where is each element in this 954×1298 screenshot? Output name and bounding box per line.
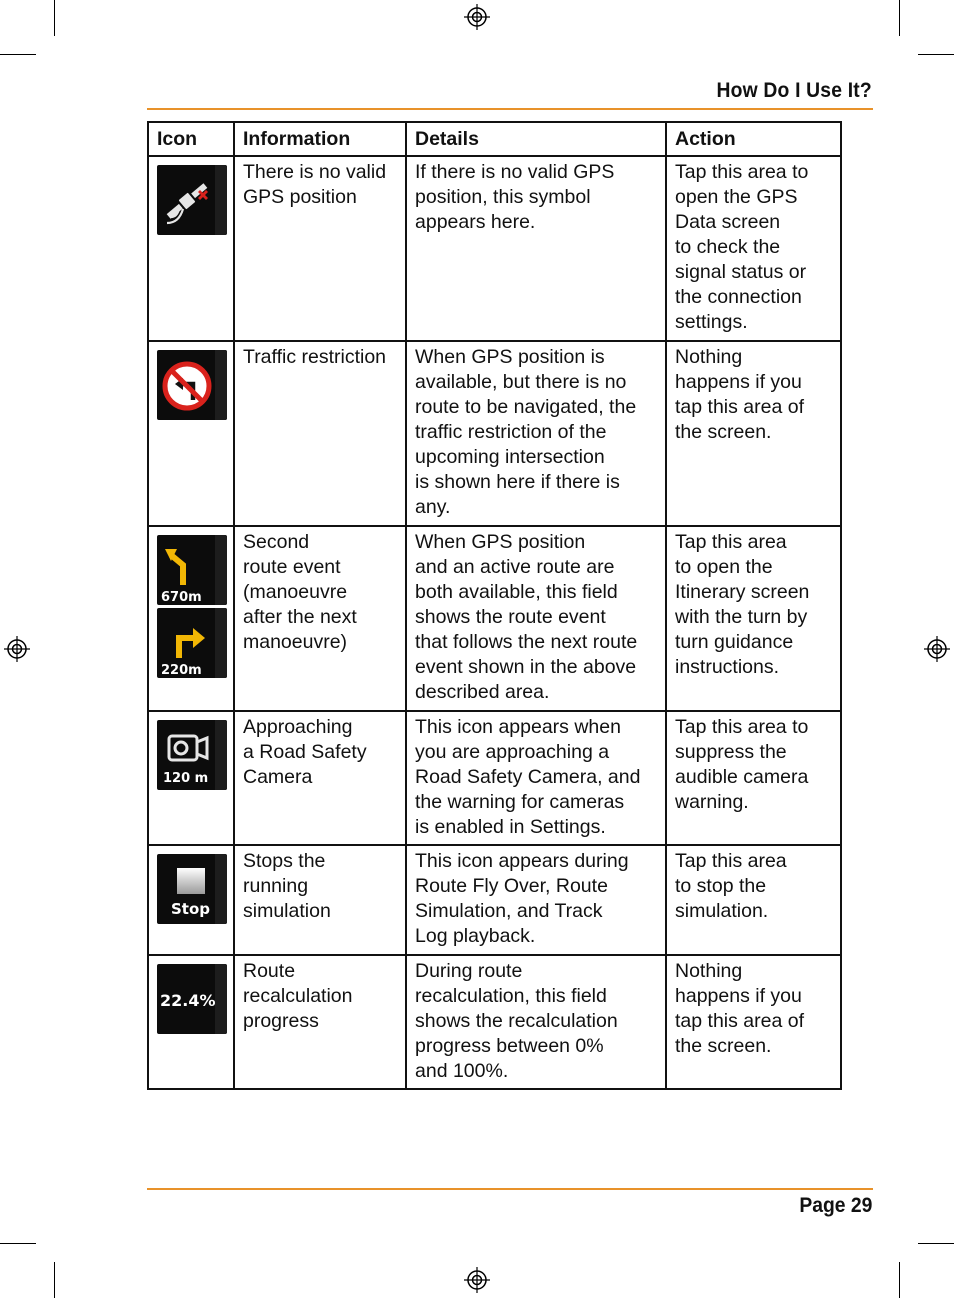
- icon-cell: [148, 955, 234, 1089]
- action-cell: Nothing happens if you tap this area of the screen.: [666, 341, 841, 526]
- crop-mark: [0, 1243, 36, 1244]
- action-cell: Tap this area to open the Itinerary screen with the turn by turn guidance instructions.: [666, 526, 841, 711]
- footer-rule: [147, 1188, 873, 1190]
- action-cell: Tap this area to open the GPS Data screen to check the signal status or the connection settings.: [666, 156, 841, 341]
- registration-mark-icon: [464, 1267, 490, 1293]
- information-cell: Second route event (manoeuvre after the next manoeuvre): [234, 526, 406, 711]
- icon-info-table: [147, 121, 842, 1090]
- page-number: Page 29: [798, 1194, 872, 1217]
- action-cell: Tap this area to stop the simulation.: [666, 845, 841, 955]
- traffic-restriction-icon: [157, 350, 227, 420]
- stop-simulation-icon: [157, 854, 227, 924]
- details-cell: When GPS position and an active route are both available, this field shows the route event that follows the next route event shown in the above described area.: [406, 526, 666, 711]
- details-cell: If there is no valid GPS position, this symbol appears here.: [406, 156, 666, 341]
- progress-label: 22.4%: [160, 991, 216, 1010]
- crop-mark: [918, 1243, 954, 1244]
- distance-label: 670m: [161, 590, 202, 605]
- registration-mark-icon: [924, 636, 950, 662]
- crop-mark: [54, 1262, 55, 1298]
- header-rule: [147, 108, 873, 110]
- icon-cell: [148, 845, 234, 955]
- column-header-icon: Icon: [148, 122, 234, 156]
- table-row: [148, 711, 841, 845]
- recalculation-progress-icon: [157, 964, 227, 1034]
- icon-cell: [148, 526, 234, 711]
- column-header-action: Action: [666, 122, 841, 156]
- information-cell: Route recalculation progress: [234, 955, 406, 1089]
- crop-mark: [899, 1262, 900, 1298]
- section-title: How Do I Use It?: [716, 79, 872, 102]
- information-cell: Traffic restriction: [234, 341, 406, 526]
- crop-mark: [899, 0, 900, 36]
- stop-label: Stop: [171, 900, 211, 918]
- column-header-information: Information: [234, 122, 406, 156]
- details-cell: During route recalculation, this field shows the recalculation progress between 0% and 100%.: [406, 955, 666, 1089]
- second-route-event-icon: [157, 535, 227, 605]
- table-row: [148, 845, 841, 955]
- details-cell: This icon appears when you are approaching a Road Safety Camera, and the warning for cameras is enabled in Settings.: [406, 711, 666, 845]
- column-header-details: Details: [406, 122, 666, 156]
- crop-mark: [0, 54, 36, 55]
- icon-cell: [148, 711, 234, 845]
- action-cell: Tap this area to suppress the audible camera warning.: [666, 711, 841, 845]
- table-row: [148, 955, 841, 1089]
- table-row: [148, 341, 841, 526]
- details-cell: When GPS position is available, but there is no route to be navigated, the traffic restriction of the upcoming intersection is shown here if there is any.: [406, 341, 666, 526]
- registration-mark-icon: [4, 636, 30, 662]
- table-row: [148, 156, 841, 341]
- registration-mark-icon: [464, 4, 490, 30]
- no-gps-position-icon: [157, 165, 227, 235]
- crop-mark: [918, 54, 954, 55]
- distance-label: 120 m: [163, 771, 209, 786]
- details-cell: This icon appears during Route Fly Over, Route Simulation, and Track Log playback.: [406, 845, 666, 955]
- information-cell: There is no valid GPS position: [234, 156, 406, 341]
- next-turn-right-icon: [157, 608, 227, 678]
- table-row: [148, 526, 841, 711]
- crop-mark: [54, 0, 55, 36]
- icon-cell: [148, 341, 234, 526]
- road-safety-camera-icon: [157, 720, 227, 790]
- icon-cell: [148, 156, 234, 341]
- information-cell: Approaching a Road Safety Camera: [234, 711, 406, 845]
- information-cell: Stops the running simulation: [234, 845, 406, 955]
- table-header-row: [148, 122, 841, 156]
- action-cell: Nothing happens if you tap this area of the screen.: [666, 955, 841, 1089]
- distance-label: 220m: [161, 663, 202, 678]
